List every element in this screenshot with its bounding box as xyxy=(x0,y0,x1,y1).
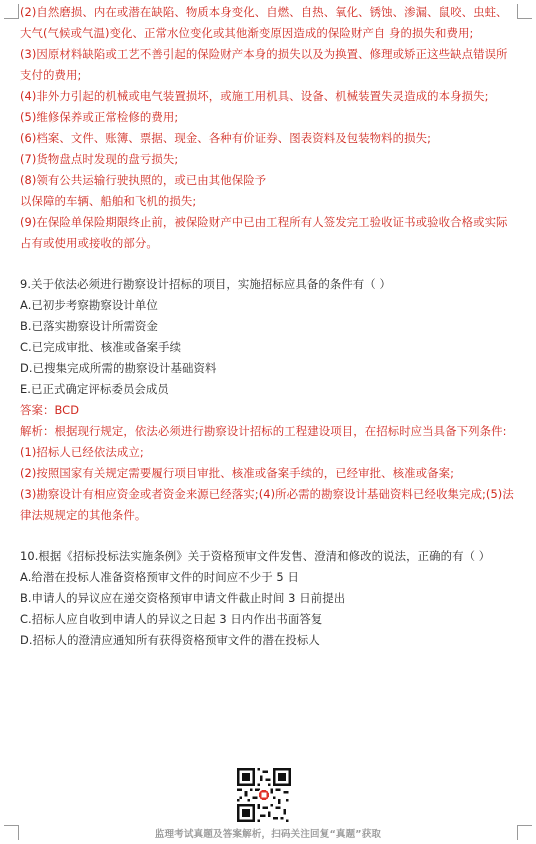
crop-mark-top-left xyxy=(4,4,19,19)
analysis-intro: 解析：根据现行规定，依法必须进行勘察设计招标的工程建设项目，在招标时应当具备下列条件: xyxy=(20,424,507,438)
option-a: A.给潜在投标人准备资格预审文件的时间应不少于 5 日 xyxy=(20,570,299,584)
option-c: C.招标人应自收到申请人的异议之日起 3 日内作出书面答复 xyxy=(20,612,323,626)
crop-mark-top-right xyxy=(517,4,532,19)
exclusion-item: (5)维修保养或正常检修的费用; xyxy=(20,110,179,124)
option-b: B.申请人的异议应在递交资格预审申请文件截止时间 3 日前提出 xyxy=(20,591,346,605)
question-stem: 9.关于依法必须进行勘察设计招标的项目，实施招标应具备的条件有（ ） xyxy=(20,277,391,291)
document-body xyxy=(20,2,518,651)
question-10 xyxy=(20,546,518,651)
question-9 xyxy=(20,274,518,526)
option-a: A.已初步考察勘察设计单位 xyxy=(20,298,158,312)
option-b: B.已落实勘察设计所需资金 xyxy=(20,319,159,333)
exclusion-item: (9)在保险单保险期限终止前，被保险财产中已由工程所有人签发完工验收证书或验收合格或实际占有或使用或接收的部分。 xyxy=(20,215,508,250)
section8-exclusions xyxy=(20,2,518,254)
footer-caption: 监理考试真题及答案解析，扫码关注回复“真题”获取 xyxy=(154,829,382,840)
option-c: C.已完成审批、核准或备案手续 xyxy=(20,340,182,354)
answer: 答案：BCD xyxy=(20,403,80,417)
option-d: D.招标人的澄清应通知所有获得资格预审文件的潜在投标人 xyxy=(20,633,320,647)
analysis-item: (1)招标人已经依法成立; xyxy=(20,445,144,459)
option-e: E.已正式确定评标委员会成员 xyxy=(20,382,169,396)
exclusion-item: (7)货物盘点时发现的盘亏损失; xyxy=(20,152,179,166)
qr-code[interactable] xyxy=(237,768,291,822)
question-stem: 10.根据《招标投标法实施条例》关于资格预审文件发售、澄清和修改的说法，正确的有（ ） xyxy=(20,549,491,563)
exclusion-item: (4)非外力引起的机械或电气装置损坏，或施工用机具、设备、机械装置失灵造成的本身损失; xyxy=(20,89,489,103)
exclusion-item: (3)因原材料缺陷或工艺不善引起的保险财产本身的损失以及为换置、修理或矫正这些缺点错误所支付的费用; xyxy=(20,47,508,82)
exclusion-item: (6)档案、文件、账簿、票据、现金、各种有价证券、图表资料及包装物料的损失; xyxy=(20,131,432,145)
exclusion-item: (2)自然磨损、内在或潜在缺陷、物质本身变化、自燃、自热、氧化、锈蚀、渗漏、鼠咬、虫蛀、大气(气候或气温)变化、正常水位变化或其他渐变原因造成的保险财产自 身的损失和费用; xyxy=(20,5,508,40)
exclusion-item: 以保障的车辆、船舶和飞机的损失; xyxy=(20,194,197,208)
analysis-item: (3)勘察设计有相应资金或者资金来源已经落实;(4)所必需的勘察设计基础资料已经收集完成;(5)法律法规规定的其他条件。 xyxy=(20,487,514,522)
analysis-item: (2)按照国家有关规定需要履行项目审批、核准或备案手续的，已经审批、核准或备案; xyxy=(20,466,455,480)
exclusion-item: (8)领有公共运输行驶执照的，或已由其他保险予 xyxy=(20,173,267,187)
option-d: D.已搜集完成所需的勘察设计基础资料 xyxy=(20,361,217,375)
